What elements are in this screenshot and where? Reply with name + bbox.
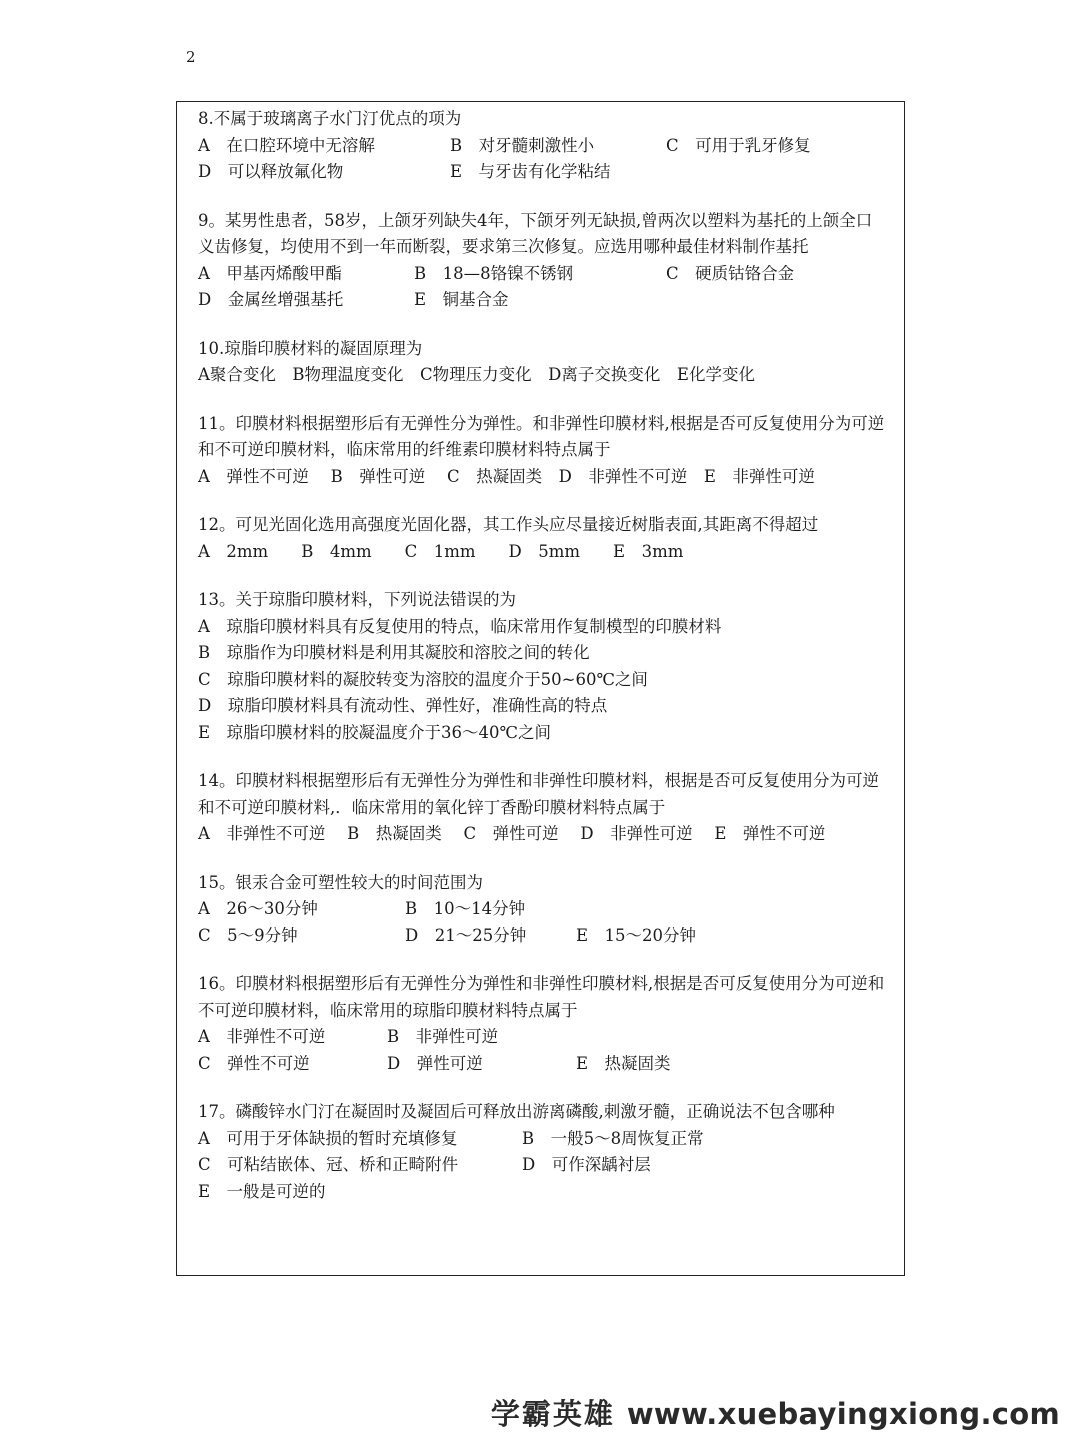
question-text: 12。可见光固化选用高强度光固化器，其工作头应尽量接近树脂表面,其距离不得超过 bbox=[198, 515, 819, 534]
option-row bbox=[198, 133, 888, 160]
page-number: 2 bbox=[186, 48, 196, 66]
option-d: D 21～25分钟 bbox=[405, 925, 527, 945]
question-12 bbox=[198, 512, 904, 565]
option-b: B 对牙髓刺激性小 bbox=[450, 135, 595, 155]
option-row bbox=[198, 1126, 888, 1153]
options-line: A 弹性不可逆 B 弹性可逆 C 热凝固类 D 非弹性不可逆 E 非弹性可逆 bbox=[198, 466, 815, 486]
option-a: A 甲基丙烯酸甲酯 bbox=[198, 263, 342, 283]
option-c: C 琼脂印膜材料的凝胶转变为溶胶的温度介于50~60℃之间 bbox=[198, 669, 648, 689]
option-c: C 可粘结嵌体、冠、桥和正畸附件 bbox=[198, 1155, 459, 1174]
question-15 bbox=[198, 870, 904, 950]
question-10 bbox=[198, 336, 904, 389]
option-row bbox=[198, 1024, 888, 1051]
option-row bbox=[198, 261, 888, 288]
options-line: A 2mm B 4mm C 1mm D 5mm E 3mm bbox=[198, 541, 684, 561]
question-text: 13。关于琼脂印膜材料，下列说法错误的为 bbox=[198, 590, 516, 609]
option-row bbox=[198, 287, 888, 314]
option-row bbox=[198, 1051, 888, 1078]
option-row bbox=[198, 1179, 888, 1206]
option-row bbox=[198, 1152, 888, 1179]
option-a: A 非弹性不可逆 bbox=[198, 1027, 326, 1046]
option-a: A 26～30分钟 bbox=[198, 899, 318, 918]
option-row bbox=[198, 896, 888, 923]
question-9 bbox=[198, 208, 904, 314]
option-a: A 琼脂印膜材料具有反复使用的特点，临床常用作复制模型的印膜材料 bbox=[198, 616, 722, 636]
option-b: B 18—8铬镍不锈钢 bbox=[414, 263, 574, 283]
options-line: A聚合变化 B物理温度变化 C物理压力变化 D离子交换变化 E化学变化 bbox=[198, 365, 755, 384]
option-c: C 硬质钴铬合金 bbox=[666, 263, 795, 283]
option-d: D 可以释放氟化物 bbox=[198, 162, 344, 181]
option-d: D 琼脂印膜材料具有流动性、弹性好，准确性高的特点 bbox=[198, 696, 608, 715]
option-a: A 在口腔环境中无溶解 bbox=[198, 135, 375, 155]
question-text: 11。印膜材料根据塑形后有无弹性分为弹性。和非弹性印膜材料,根据是否可反复使用分为可逆和不可逆印膜材料，临床常用的纤维素印膜材料特点属于 bbox=[198, 413, 885, 459]
question-frame bbox=[176, 101, 905, 1276]
option-b: B 一般5～8周恢复正常 bbox=[522, 1128, 704, 1148]
option-row bbox=[198, 923, 888, 950]
option-b: B 琼脂作为印膜材料是利用其凝胶和溶胶之间的转化 bbox=[198, 643, 590, 662]
option-row bbox=[198, 159, 888, 186]
question-text: 10.琼脂印膜材料的凝固原理为 bbox=[198, 338, 423, 358]
option-d: D 可作深龋衬层 bbox=[522, 1155, 651, 1174]
option-e: E 琼脂印膜材料的胶凝温度介于36～40℃之间 bbox=[198, 722, 551, 742]
question-text: 16。印膜材料根据塑形后有无弹性分为弹性和非弹性印膜材料,根据是否可反复使用分为可逆和不可逆印膜材料，临床常用的琼脂印膜材料特点属于 bbox=[198, 974, 885, 1020]
question-8 bbox=[198, 106, 904, 186]
question-text: 15。银汞合金可塑性较大的时间范围为 bbox=[198, 872, 483, 892]
option-e: E 铜基合金 bbox=[414, 290, 509, 309]
question-11 bbox=[198, 411, 904, 491]
footer-watermark bbox=[491, 1392, 1060, 1433]
question-text: 14。印膜材料根据塑形后有无弹性分为弹性和非弹性印膜材料，根据是否可反复使用分为可逆和不可逆印膜材料,．临床常用的氧化锌丁香酚印膜材料特点属于 bbox=[198, 771, 879, 817]
option-e: E 热凝固类 bbox=[576, 1053, 671, 1073]
option-d: D 弹性可逆 bbox=[387, 1053, 483, 1073]
question-16 bbox=[198, 971, 904, 1077]
option-d: D 金属丝增强基托 bbox=[198, 290, 344, 309]
option-b: B 10～14分钟 bbox=[405, 899, 526, 918]
option-e: E 与牙齿有化学粘结 bbox=[450, 162, 611, 181]
brand-name: 学霸英雄 bbox=[490, 1397, 615, 1431]
options-line: A 非弹性不可逆 B 热凝固类 C 弹性可逆 D 非弹性可逆 E 弹性不可逆 bbox=[198, 824, 826, 843]
question-text: 8.不属于玻璃离子水门汀优点的项为 bbox=[198, 109, 462, 128]
question-text: 17。磷酸锌水门汀在凝固时及凝固后可释放出游离磷酸,刺激牙髓，正确说法不包含哪种 bbox=[198, 1102, 835, 1121]
option-e: E 一般是可逆的 bbox=[198, 1181, 326, 1201]
option-b: B 非弹性可逆 bbox=[387, 1027, 499, 1046]
question-14 bbox=[198, 768, 904, 848]
option-c: C 5～9分钟 bbox=[198, 925, 298, 945]
option-c: C 可用于乳牙修复 bbox=[666, 135, 811, 155]
brand-url[interactable]: www.xuebayingxiong.com bbox=[626, 1397, 1060, 1431]
question-text: 9。某男性患者，58岁，上颌牙列缺失4年，下颌牙列无缺损,曾两次以塑料为基托的上颌全口义齿修复，均使用不到一年而断裂，要求第三次修复。应选用哪种最佳材料制作基托 bbox=[198, 210, 873, 256]
option-a: A 可用于牙体缺损的暂时充填修复 bbox=[198, 1128, 458, 1148]
question-17 bbox=[198, 1099, 904, 1205]
option-c: C 弹性不可逆 bbox=[198, 1053, 310, 1073]
option-e: E 15～20分钟 bbox=[576, 925, 697, 945]
question-13 bbox=[198, 587, 904, 746]
